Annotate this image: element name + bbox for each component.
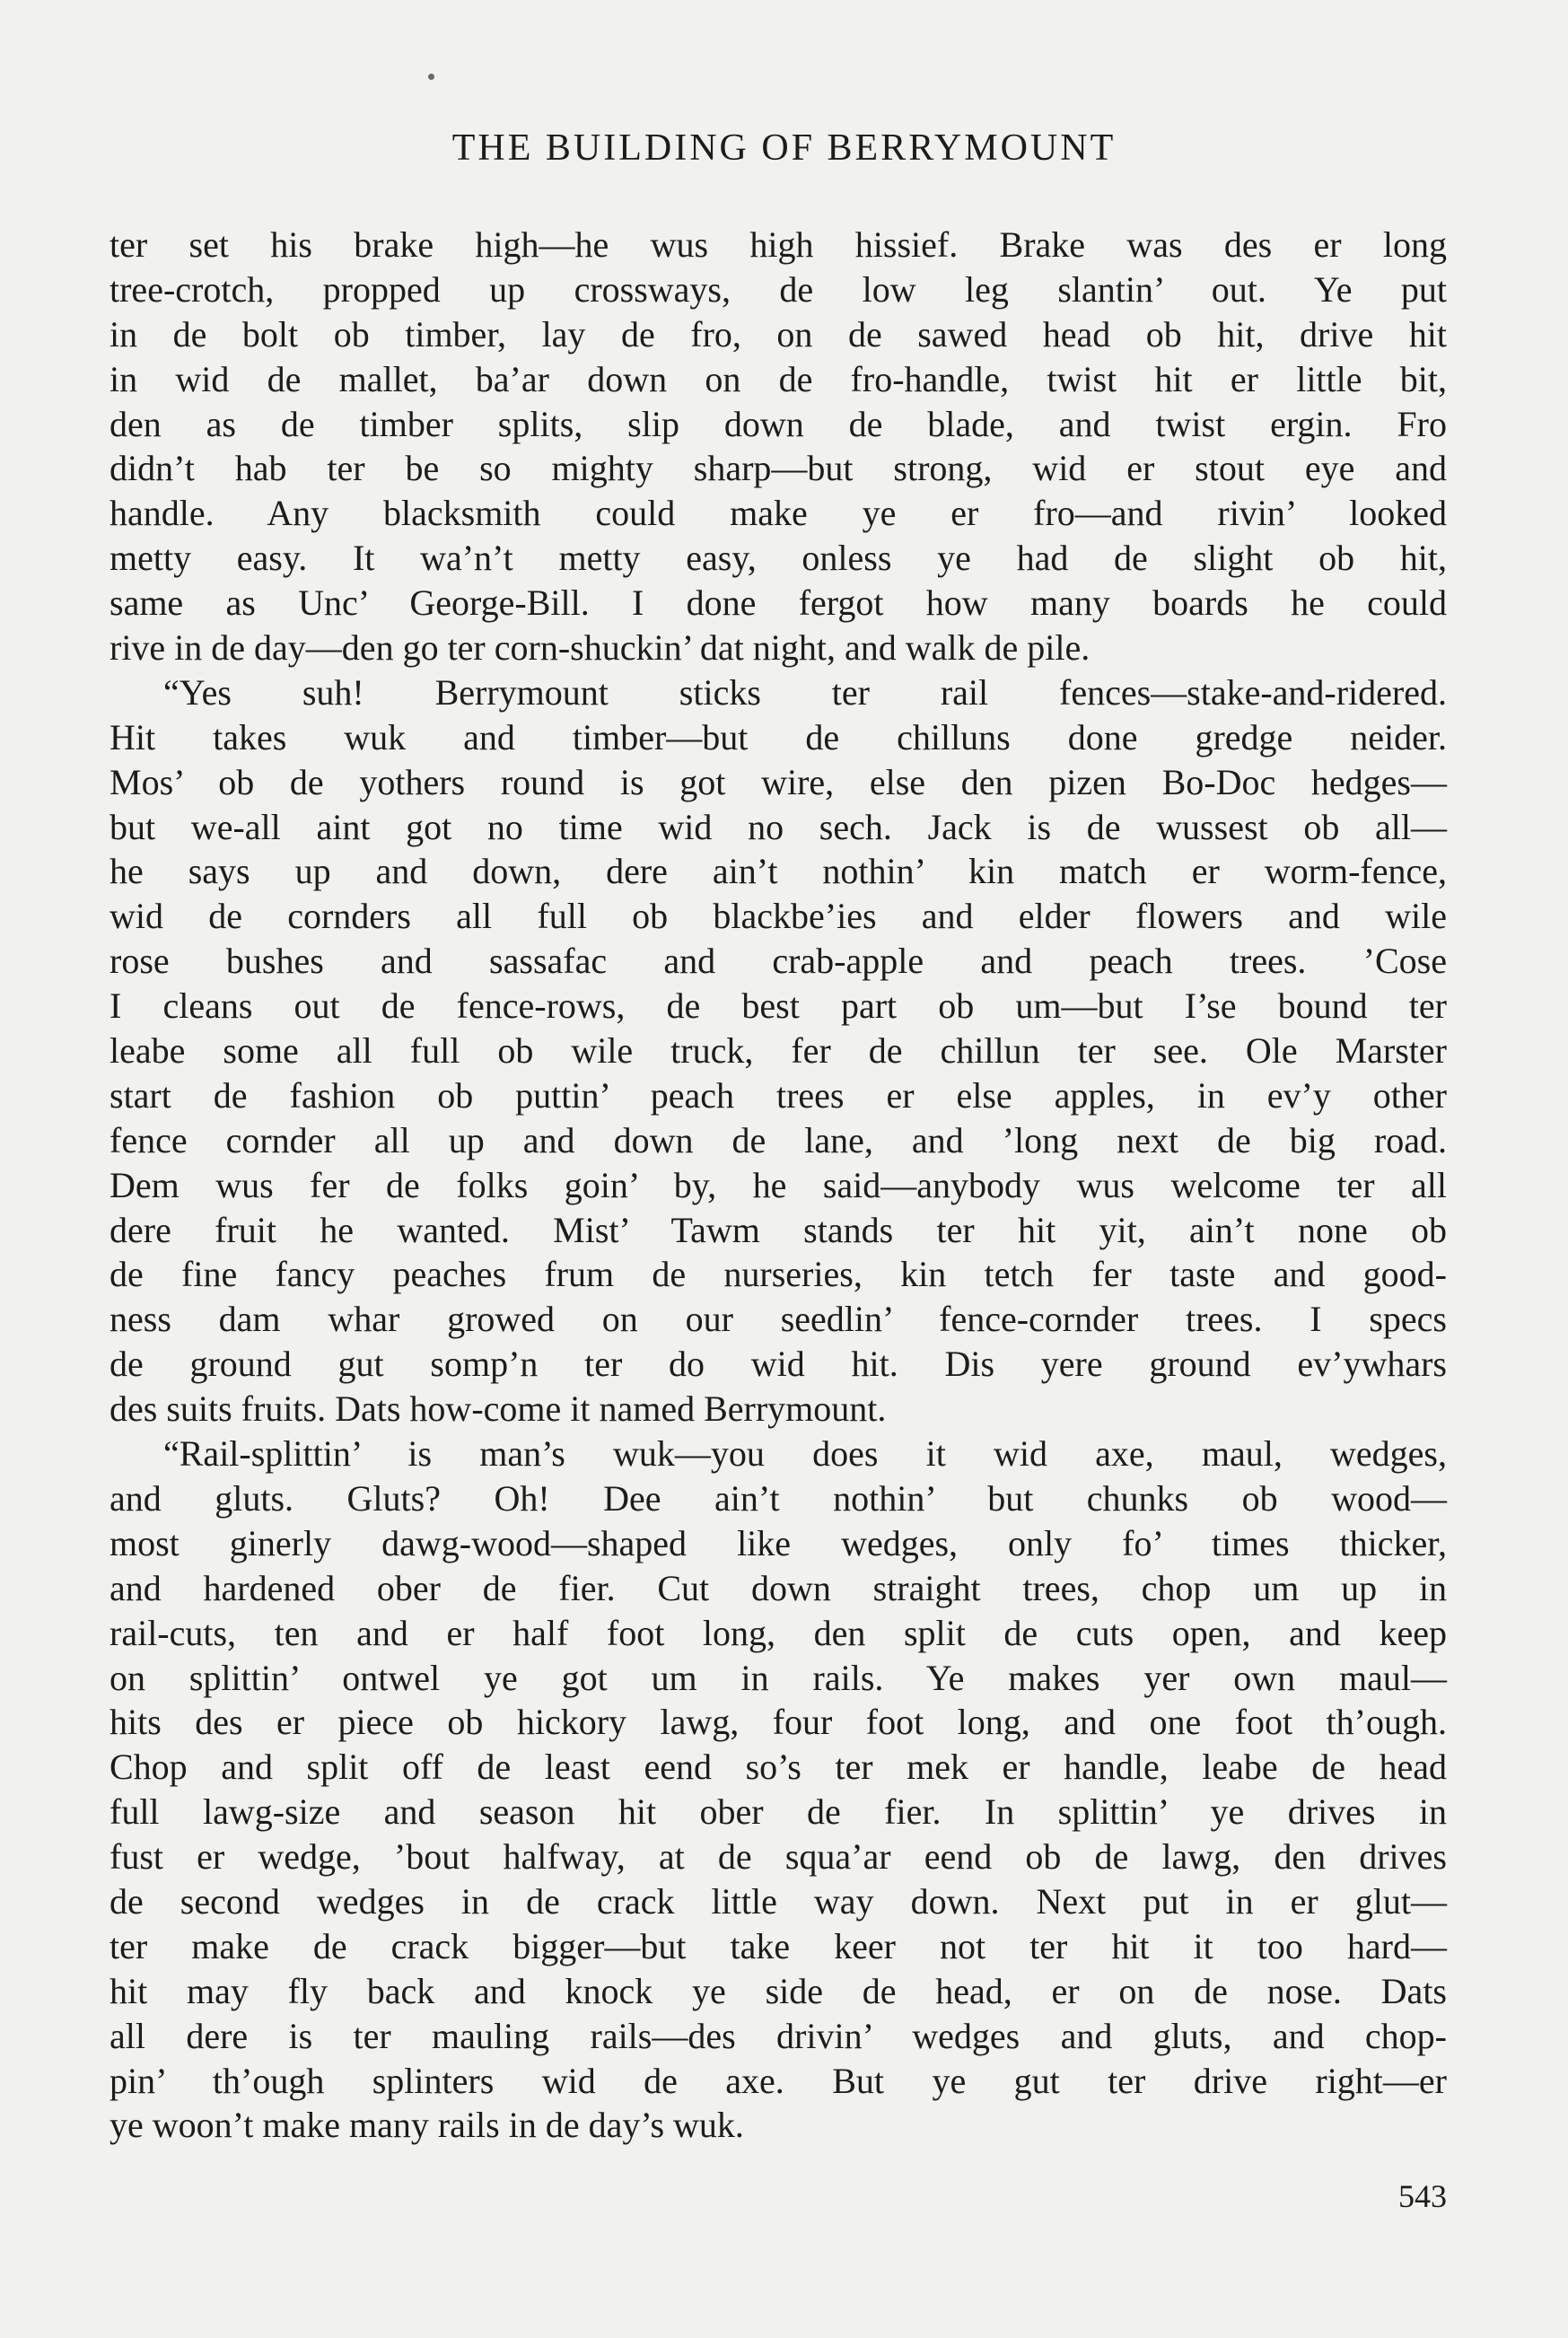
paragraph-first-line: “Rail-splittin’ is man’s wuk—you does it wid axe, maul, wedges,	[163, 1433, 1447, 1475]
text-line: Dem wus fer de folks goin’ by, he said—anybody wus welcome ter all	[109, 1164, 1447, 1205]
text-line: wid de cornders all full ob blackbe’ies and elder flowers and wile	[109, 896, 1447, 937]
text-line: most ginerly dawg-wood—shaped like wedges, only fo’ times thicker,	[109, 1522, 1447, 1563]
text-line: Chop and split off de least eend so’s ter mek er handle, leabe de head	[109, 1747, 1447, 1788]
page-number: 543	[1398, 2178, 1447, 2214]
text-line: leabe some all full ob wile truck, fer de chillun ter see. Ole Marster	[109, 1030, 1447, 1072]
text-line: hits des er piece ob hickory lawg, four foot long, and one foot th’ough.	[109, 1702, 1447, 1743]
text-line: hit may fly back and knock ye side de head, er on de nose. Dats	[109, 1970, 1447, 2011]
text-line: ter set his brake high—he wus high hissief. Brake was des er long	[109, 224, 1447, 265]
text-line: in de bolt ob timber, lay de fro, on de sawed head ob hit, drive hit	[109, 313, 1447, 355]
text-line: I cleans out de fence-rows, de best part ob um—but I’se bound ter	[109, 985, 1447, 1027]
text-line: de ground gut somp’n ter do wid hit. Dis yere ground ev’ywhars	[109, 1344, 1447, 1385]
paragraph-first-line: “Yes suh! Berrymount sticks ter rail fences—stake-and-ridered.	[163, 671, 1447, 713]
text-line: tree-crotch, propped up crossways, de low leg slantin’ out. Ye put	[109, 268, 1447, 310]
body-text	[109, 223, 1447, 2148]
text-line: start de fashion ob puttin’ peach trees er else apples, in ev’y other	[109, 1074, 1447, 1116]
text-line: he says up and down, dere ain’t nothin’ kin match er worm-fence,	[109, 851, 1447, 892]
text-line: ness dam whar growed on our seedlin’ fence-cornder trees. I specs	[109, 1299, 1447, 1340]
text-line: rail-cuts, ten and er half foot long, den split de cuts open, and keep	[109, 1612, 1447, 1653]
text-line: Hit takes wuk and timber—but de chilluns done gredge neider.	[109, 716, 1447, 757]
text-line: ter make de crack bigger—but take keer not ter hit it too hard—	[109, 1925, 1447, 1966]
text-line: pin’ th’ough splinters wid de axe. But ye gut ter drive right—er	[109, 2060, 1447, 2101]
text-line: den as de timber splits, slip down de blade, and twist ergin. Fro	[109, 403, 1447, 444]
text-line: fust er wedge, ’bout halfway, at de squa’ar eend ob de lawg, den drives	[109, 1836, 1447, 1878]
text-line: and gluts. Gluts? Oh! Dee ain’t nothin’ but chunks ob wood—	[109, 1477, 1447, 1519]
text-line: on splittin’ ontwel ye got um in rails. Ye makes yer own maul—	[109, 1657, 1447, 1698]
text-line: dere fruit he wanted. Mist’ Tawm stands ter hit yit, ain’t none ob	[109, 1209, 1447, 1250]
ink-speck	[428, 74, 434, 80]
text-line: rive in de day—den go ter corn-shuckin’ dat night, and walk de pile.	[109, 627, 1091, 669]
text-line: rose bushes and sassafac and crab-apple and peach trees. ’Cose	[109, 941, 1447, 982]
text-line: didn’t hab ter be so mighty sharp—but strong, wid er stout eye and	[109, 448, 1447, 489]
text-line: same as Unc’ George-Bill. I done fergot how many boards he could	[109, 582, 1447, 624]
running-head: THE BUILDING OF BERRYMOUNT	[451, 127, 1117, 169]
text-line: des suits fruits. Dats how-come it named Berrymount.	[109, 1388, 887, 1430]
text-line: but we-all aint got no time wid no sech. Jack is de wussest ob all—	[109, 806, 1447, 847]
text-line: in wid de mallet, ba’ar down on de fro-handle, twist hit er little bit,	[109, 358, 1447, 399]
text-line: metty easy. It wa’n’t metty easy, onless ye had de slight ob hit,	[109, 538, 1447, 579]
text-line: de second wedges in de crack little way down. Next put in er glut—	[109, 1880, 1447, 1922]
text-line: and hardened ober de fier. Cut down straight trees, chop um up in	[109, 1567, 1447, 1608]
text-line: fence cornder all up and down de lane, and ’long next de big road.	[109, 1119, 1447, 1160]
text-line: ye woon’t make many rails in de day’s wuk.	[109, 2105, 744, 2146]
text-line: Mos’ ob de yothers round is got wire, else den pizen Bo-Doc hedges—	[109, 761, 1447, 802]
text-line: full lawg-size and season hit ober de fier. In splittin’ ye drives in	[109, 1791, 1447, 1833]
text-line: de fine fancy peaches frum de nurseries, kin tetch fer taste and good-	[109, 1254, 1447, 1295]
text-line: all dere is ter mauling rails—des drivin’ wedges and gluts, and chop-	[109, 2015, 1447, 2056]
text-line: handle. Any blacksmith could make ye er fro—and rivin’ looked	[109, 493, 1447, 534]
